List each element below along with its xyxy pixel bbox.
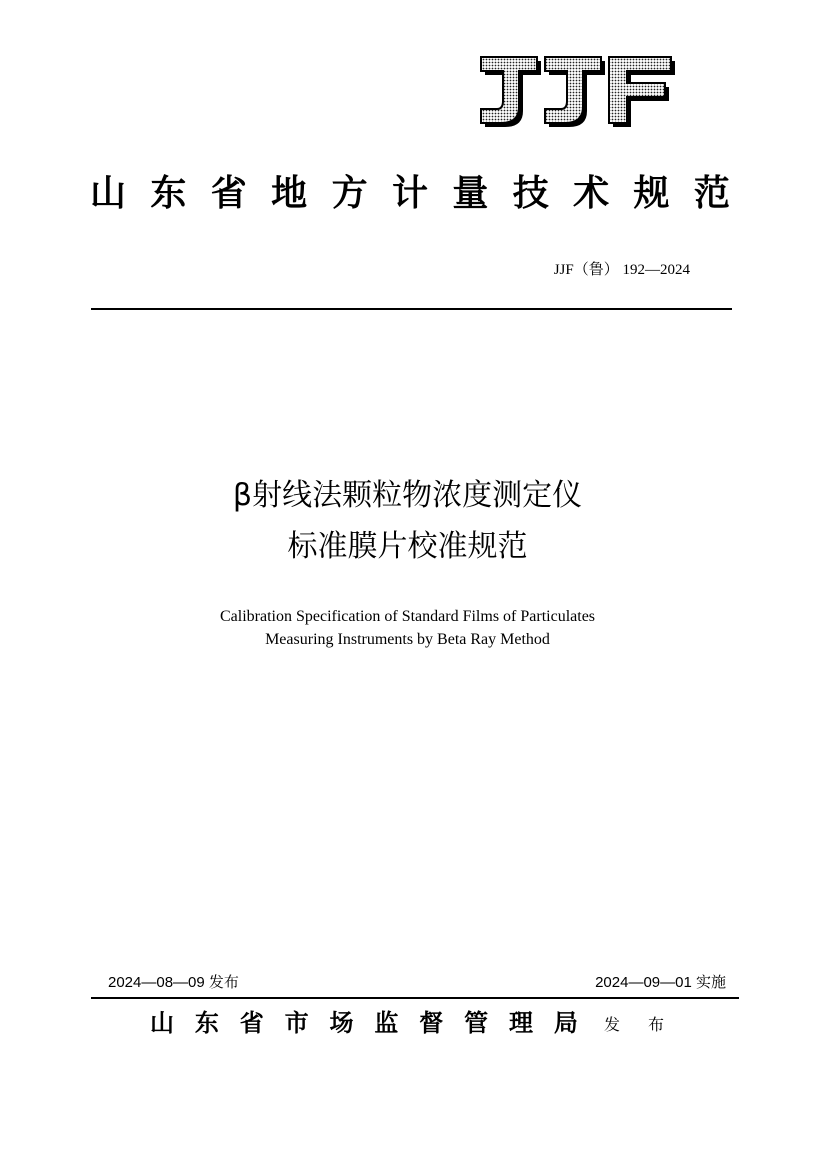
document-number: JJF（鲁） 192—2024 [553,262,690,278]
title-zh-line1: β射线法颗粒物浓度测定仪 [232,478,583,513]
publisher-char: 山 [150,1008,174,1037]
jjf-logo-icon [479,55,679,129]
publisher-char: 场 [329,1008,354,1037]
header-title-char: 规 [633,172,670,214]
implementation-date: 2024—09—01 实施 [595,974,726,991]
header-title-char: 计 [391,172,428,214]
publisher-char: 监 [374,1008,399,1037]
header-title-char: 地 [271,172,308,214]
publisher-char: 省 [239,1008,264,1037]
header-title-char: 术 [573,172,610,214]
publisher-char: 督 [419,1008,444,1037]
header-title-char: 方 [331,172,368,214]
publish-char: 发 [604,1015,621,1034]
publisher-char: 东 [194,1008,219,1037]
publish-label [604,1012,664,1038]
header-title-char: 省 [210,172,247,214]
header-title-char: 量 [452,172,489,214]
header-title-char: 东 [150,172,187,214]
publish-char: 布 [647,1015,664,1034]
bottom-divider [91,997,739,999]
header-title-char: 山 [90,172,127,214]
header-title-char: 技 [512,172,549,214]
publisher-char: 理 [509,1008,533,1037]
issue-date: 2024—08—09 发布 [108,974,239,991]
publisher-name [150,1005,578,1041]
title-en-line1: Calibration Specification of Standard Films of Particulates [219,608,596,625]
header-title-char: 范 [693,172,730,214]
publisher-char: 管 [464,1008,489,1037]
top-divider [91,308,732,310]
title-en-line2: Measuring Instruments by Beta Ray Method [265,631,550,648]
publisher-char: 局 [553,1008,578,1037]
title-zh-line2: 标准膜片校准规范 [287,529,528,564]
header-title [90,168,730,218]
publisher-char: 市 [284,1008,309,1037]
